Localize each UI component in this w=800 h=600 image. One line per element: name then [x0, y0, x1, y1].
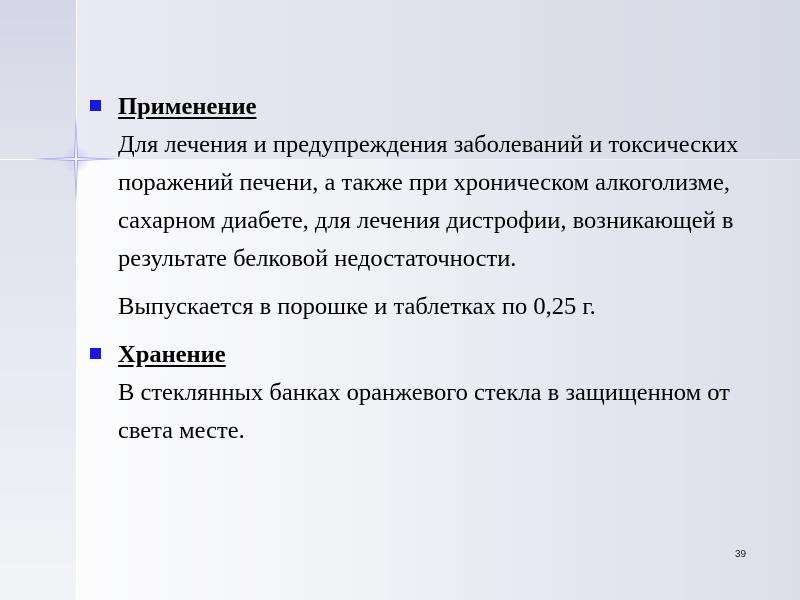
- bullet-text: Для лечения и предупреждения заболеваний и токсических поражений печени, а также при хроническом алкоголизме, сахарном диабете, для лечения дистрофии, возникающей в результате белковой недостаточности.: [118, 131, 739, 272]
- bullet-heading: Применение: [118, 93, 257, 120]
- bullet-item-application: [88, 88, 768, 326]
- bullet-heading: Хранение: [118, 341, 226, 368]
- vertical-divider-line: [76, 0, 77, 600]
- left-lower-band: [0, 160, 76, 600]
- bullet-item-storage: [88, 336, 768, 450]
- slide-content: [88, 88, 768, 450]
- bullet-text: В стеклянных банках оранжевого стекла в защищенном от света месте.: [118, 379, 730, 444]
- square-bullet-icon: [90, 348, 101, 359]
- square-bullet-icon: [90, 100, 101, 111]
- page-number: 39: [735, 549, 747, 560]
- bullet-extra-text: Выпускается в порошке и таблетках по 0,25 г.: [118, 293, 596, 320]
